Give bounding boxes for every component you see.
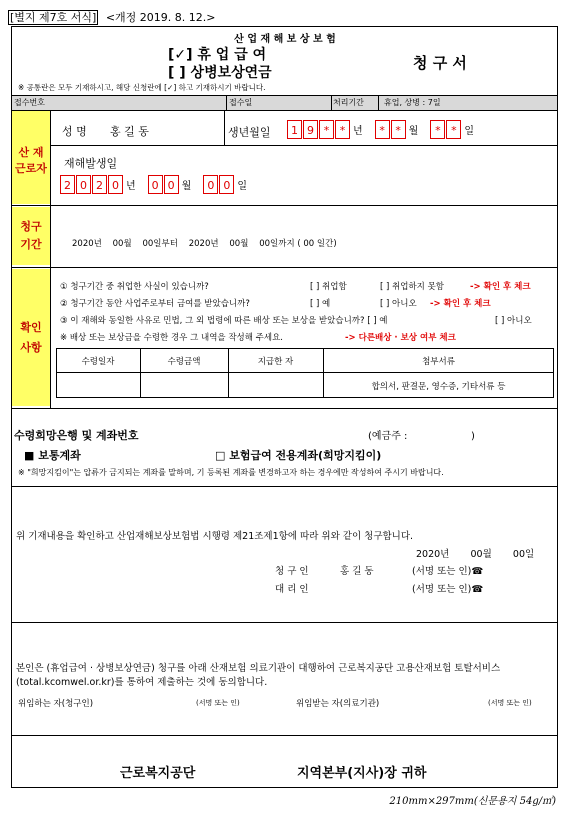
bank-note: ※ "희망지킴이"는 압류가 금지되는 계좌를 말하며, 기 등록된 계좌를 변경하고자 하는 경우에만 작성하여 주시기 바랍니다. [18, 468, 444, 477]
q1-option-not-employed[interactable]: [ ] 취업하지 못함 [380, 282, 445, 292]
insurance-title: 산 업 재 해 보 상 보 험 [234, 34, 336, 45]
account-holder[interactable]: (예금주 : ) [368, 431, 475, 442]
period-section-label: 청구 기간 [20, 220, 42, 251]
delegator-signature[interactable]: (서명 또는 인) [196, 699, 240, 707]
digit-box: * [319, 120, 334, 139]
digit-box: 0 [164, 175, 179, 194]
option-sick-pension[interactable]: [ ] 상병보상연금 [168, 65, 272, 81]
year-unit: 년 [126, 181, 136, 192]
q2-option-yes[interactable]: [ ] 예 [310, 299, 331, 309]
receipt-no-label: 접수번호 [14, 98, 45, 107]
agent-label: 대 리 인 [275, 584, 309, 595]
receipt-row [12, 95, 557, 110]
digit-box: * [391, 120, 406, 139]
receipt-date-label: 접수일 [229, 98, 253, 107]
period-label: 처리기간 [333, 98, 364, 107]
q3-option-no[interactable]: [ ] 아니오 [495, 316, 532, 326]
digit-box: * [446, 120, 461, 139]
digit-box: 0 [108, 175, 123, 194]
birth-date-field[interactable] [287, 119, 474, 139]
question-1: ① 청구기간 중 취업한 사실이 있습니까? [60, 282, 209, 292]
name-label: 성 명 [62, 125, 87, 138]
period-value: 휴업, 상병 : 7일 [384, 98, 441, 107]
payer-cell[interactable] [229, 373, 323, 397]
claim-title: 청 구 서 [413, 54, 467, 72]
digit-box: 2 [92, 175, 107, 194]
claimant-label: 청 구 인 [275, 566, 309, 577]
claimant-signature[interactable]: (서명 또는 인)☎ [412, 566, 484, 577]
month-unit: 월 [408, 126, 419, 137]
col-attachments: 첨부서류 [422, 357, 455, 367]
digit-box: 2 [60, 175, 75, 194]
question-3: ③ 이 재해와 동일한 사유로 민법, 그 외 법령에 따른 배상 또는 보상을 받았습니까? [ ] 예 [60, 316, 388, 326]
digit-box: * [335, 120, 350, 139]
form-no-label: [별지 제7호 서식] [10, 11, 97, 24]
accident-date-field[interactable] [60, 174, 247, 194]
delegatee-signature[interactable]: (서명 또는 인) [488, 699, 532, 707]
col-receipt-amount: 수령금액 [167, 357, 201, 367]
office-name: 지역본부(지사)장 귀하 [297, 766, 427, 781]
accident-date-label: 재해발생일 [64, 157, 118, 170]
attachments-value: 합의서, 판결문, 영수증, 기타서류 등 [371, 382, 506, 392]
col-payer: 지급한 자 [257, 357, 294, 367]
year-unit: 년 [353, 126, 363, 137]
receipt-amount-cell[interactable] [141, 373, 228, 397]
birth-label: 생년월일 [228, 126, 271, 139]
option-leave-benefit[interactable]: [✓] 휴 업 급 여 [168, 47, 267, 63]
digit-box: 0 [219, 175, 234, 194]
digit-box: 1 [287, 120, 302, 139]
worker-section-label: 산 재 근로자 [15, 146, 47, 175]
name-value[interactable]: 홍 길 동 [110, 125, 149, 138]
claim-period-text[interactable]: 2020년 00월 00일부터 2020년 00월 00일까지 ( 00 일간) [72, 239, 337, 249]
confirm-section-label: 확인 사항 [20, 321, 42, 354]
special-account-option[interactable]: □ 보험급여 전용계좌(희망지킴이) [215, 449, 382, 462]
declaration-text: 위 기재내용을 확인하고 산업재해보상보험법 시행령 제21조제1항에 따라 위와 같이 청구합니다. [16, 531, 414, 542]
day-unit: 일 [237, 181, 248, 192]
receipt-date-cell[interactable] [57, 373, 140, 397]
digit-box: 0 [148, 175, 163, 194]
org-name: 근로복지공단 [120, 766, 196, 781]
form-number [8, 9, 216, 25]
month-unit: 월 [181, 181, 192, 192]
q1-option-employed[interactable]: [ ] 취업함 [310, 282, 347, 292]
digit-box: * [375, 120, 390, 139]
paper-spec: 210mm×297mm(신문용지 54g/㎡) [389, 796, 556, 807]
q2-note: -> 확인 후 체크 [430, 299, 491, 309]
bank-title: 수령희망은행 및 계좌번호 [14, 429, 139, 442]
agent-signature[interactable]: (서명 또는 인)☎ [412, 584, 484, 595]
delegatee-label: 위임받는 자(의료기관) [296, 699, 380, 709]
question-3-sub: ※ 배상 또는 보상금을 수령한 경우 그 내역을 작성해 주세요. [60, 333, 283, 343]
q1-note: -> 확인 후 체크 [470, 282, 531, 292]
digit-box: * [430, 120, 445, 139]
day-unit: 일 [464, 126, 475, 137]
notice-text: ※ 공통란은 모두 기재하시고, 해당 신청란에 [✓] 하고 기재하시기 바랍니다. [18, 83, 266, 92]
digit-box: 9 [303, 120, 318, 139]
question-2: ② 청구기간 동안 사업주로부터 금여를 받았습니까? [60, 299, 250, 309]
normal-account-option[interactable]: ■ 보통계좌 [24, 449, 81, 462]
q3-note: -> 다른배상 · 보상 여부 체크 [345, 333, 456, 343]
revision-label: <개정 2019. 8. 12.> [105, 11, 216, 24]
digit-box: 0 [76, 175, 91, 194]
declaration-date[interactable]: 2020년 00월 00일 [416, 549, 535, 560]
q2-option-no[interactable]: [ ] 아니오 [380, 299, 417, 309]
col-receipt-date: 수령일자 [81, 357, 115, 367]
claimant-name[interactable]: 홍 길 동 [340, 566, 374, 577]
digit-box: 0 [203, 175, 218, 194]
delegator-label: 위임하는 자(청구인) [18, 699, 94, 709]
consent-text: 본인은 (휴업급여 · 상병보상연금) 청구를 아래 산재보험 의료기관이 대행하여 근로복지공단 고용산재보험 토탈서비스(total.kcomwel.or.kr)를 통하여 제출하는 것에 동의합니다. [16, 663, 501, 688]
